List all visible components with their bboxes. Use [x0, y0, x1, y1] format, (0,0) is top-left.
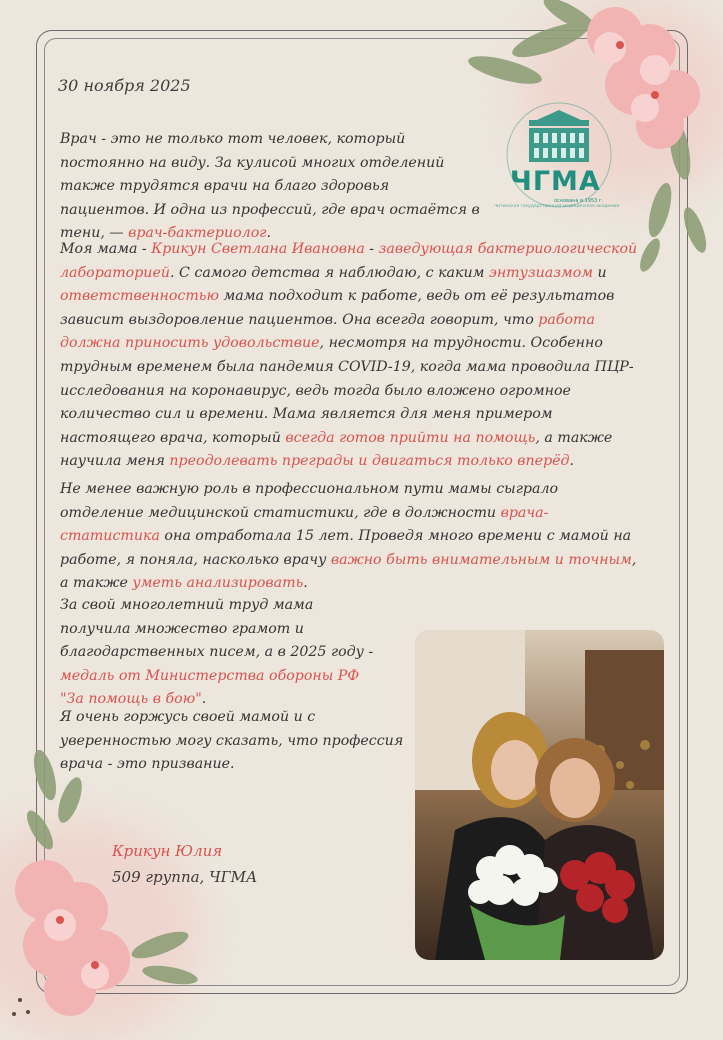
paragraph-4	[60, 594, 380, 712]
highlight: уметь анализировать	[132, 575, 304, 592]
highlight: Крикун Светлана Ивановна	[151, 241, 365, 257]
highlight: энтузиазмом	[488, 264, 594, 281]
logo-founded: основана в 1953 г.	[554, 198, 604, 204]
text: , а также	[60, 551, 637, 592]
logo-arc-text: Читинская государственная медицинская академия	[494, 204, 620, 209]
text: Моя мама -	[60, 241, 152, 257]
highlight: врача-статистика	[60, 504, 549, 545]
text: мама подходит к работе, ведь от её результатов зависит выздоровление пациентов. Она всегда говорит, что	[60, 288, 615, 328]
highlight: ответственностью	[60, 288, 219, 305]
text: .	[201, 691, 207, 708]
signature	[112, 838, 257, 890]
text: Не менее важную роль в профессиональном пути мамы сыграло отделение медицинской статистики, где в должности	[60, 481, 559, 521]
chgma-logo	[492, 100, 627, 215]
photo-mother-daughter-icon	[415, 630, 664, 960]
highlight: работа должна приносить удовольствие	[60, 311, 595, 352]
photo-mother-daughter	[415, 630, 664, 960]
text: .	[303, 575, 308, 592]
text: и	[593, 264, 607, 281]
text: Врач - это не только тот человек, который постоянно на виду. За кулисой многих отделений также трудятся врачи на благо здоровья пациентов. И одна из профессий, где врач остаётся в тени, —	[60, 131, 480, 242]
highlight: преодолевать преграды и двигаться только вперёд	[169, 453, 570, 470]
highlight: медаль от Министерства обороны РФ "За помощь в бою"	[60, 667, 360, 708]
text: За свой многолетний труд мама получила множество грамот и благодарственных писем, а в 2025 году -	[60, 597, 374, 661]
paragraph-2	[60, 238, 640, 474]
highlight: врач-бактериолог	[128, 225, 267, 242]
letter-date: 30 ноября 2025	[58, 76, 191, 95]
paragraph-3	[60, 478, 640, 596]
text: , несмотря на трудности. Особенно трудным временем была пандемия COVID-19, когда мама проводила ПЦР-исследования на коронавирус, ведь тогда было вложено огромное количество сил и времени. Мама является для меня примером настоящего врача, который	[60, 335, 634, 446]
paragraph-5: Я очень горжусь своей мамой и с уверенностью могу сказать, что профессия врача - это призвание.	[60, 709, 404, 773]
logo-abbr: ЧГМА	[510, 166, 601, 197]
text: , а также научила меня	[60, 429, 613, 470]
signature-group: 509 группа, ЧГМА	[112, 868, 258, 886]
highlight: всегда готов прийти на помощь	[285, 429, 536, 446]
text: -	[364, 241, 379, 257]
text: .	[266, 225, 271, 242]
text: .	[569, 453, 575, 470]
signature-name: Крикун Юлия	[112, 842, 223, 860]
paragraph-1	[60, 128, 480, 246]
highlight: важно быть внимательным и точным	[330, 551, 632, 568]
text: она отработала 15 лет. Проведя много времени с мамой на работе, я поняла, насколько врачу	[60, 528, 632, 568]
highlight: заведующая бактериологической лабораторией	[60, 241, 638, 281]
text: . С самого детства я наблюдаю, с каким	[169, 264, 489, 281]
